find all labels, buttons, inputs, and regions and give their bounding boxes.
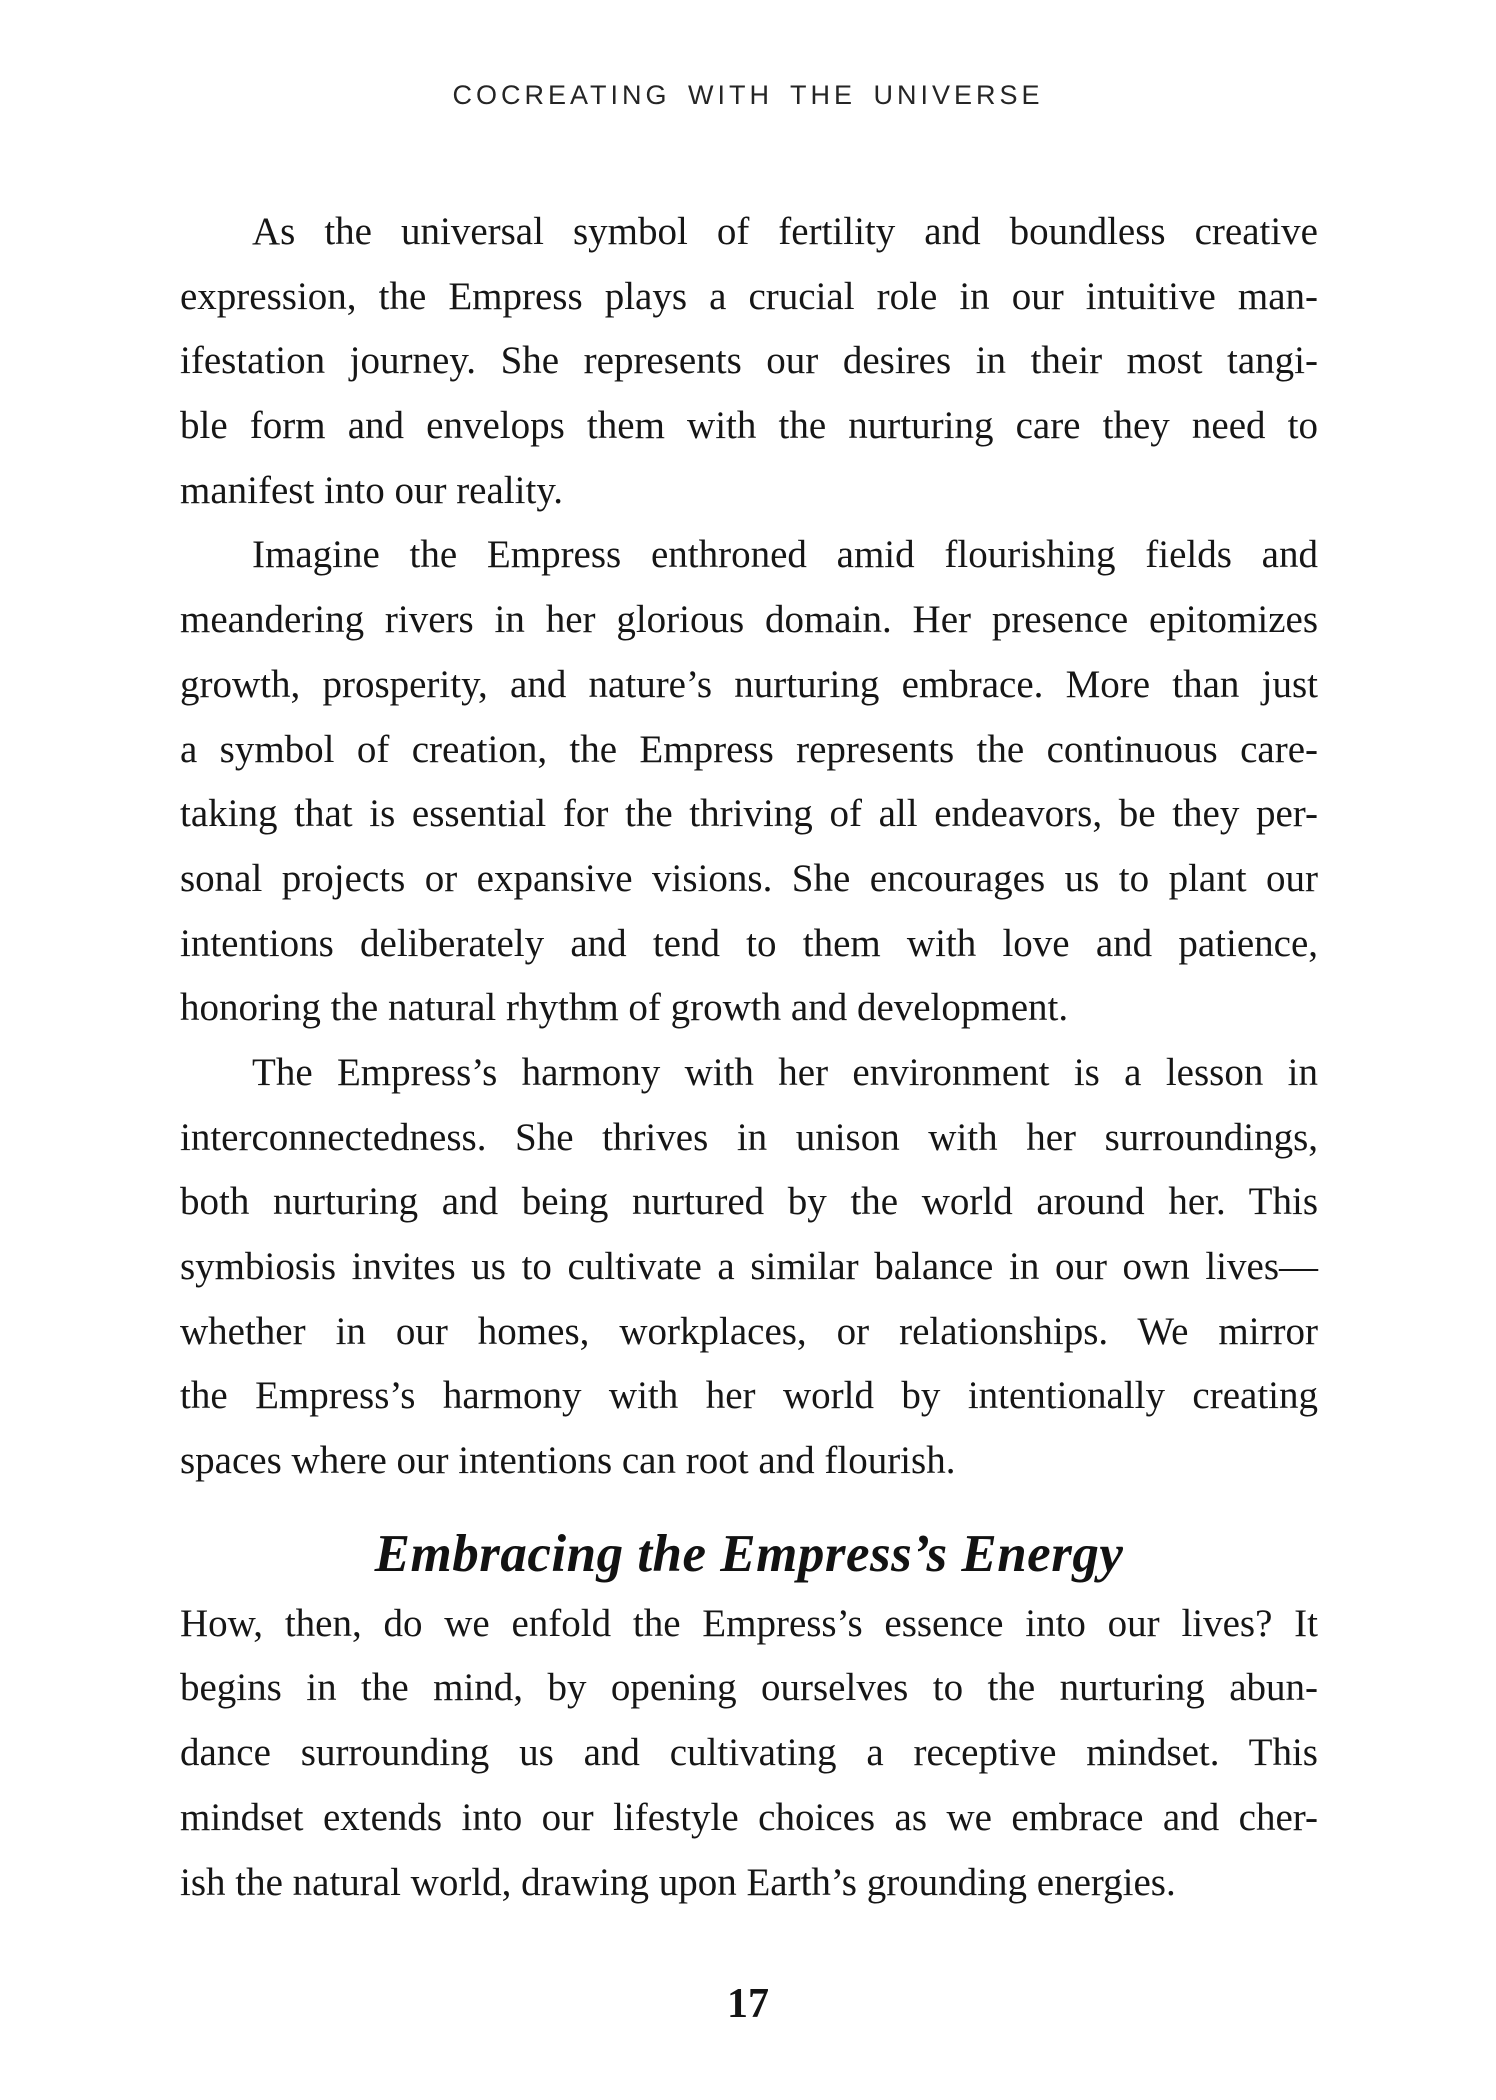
body-line: spaces where our intentions can root and flourish. — [180, 1439, 956, 1483]
paragraph-2 — [180, 523, 1318, 1041]
body-line: mindset extends into our lifestyle choices as we embrace and cher- — [180, 1795, 1318, 1839]
body-line: a symbol of creation, the Empress represents the continuous care- — [180, 727, 1318, 771]
body-line: The Empress’s harmony with her environment is a lesson in — [252, 1050, 1318, 1094]
body-line: ifestation journey. She represents our desires in their most tangi- — [180, 339, 1318, 383]
body-line: interconnectedness. She thrives in unison with her surroundings, — [180, 1115, 1318, 1159]
body-line: ble form and envelops them with the nurturing care they need to — [180, 404, 1318, 448]
body-text — [180, 200, 1318, 1915]
body-line: both nurturing and being nurtured by the world around her. This — [180, 1180, 1318, 1224]
body-line: taking that is essential for the thriving of all endeavors, be they per- — [180, 792, 1318, 836]
body-line: whether in our homes, workplaces, or relationships. We mirror — [180, 1309, 1318, 1353]
body-line: growth, prosperity, and nature’s nurturing embrace. More than just — [180, 662, 1318, 706]
running-header: COCREATING WITH THE UNIVERSE — [452, 80, 1044, 110]
body-line: honoring the natural rhythm of growth and development. — [180, 986, 1069, 1030]
paragraph-1 — [180, 200, 1318, 523]
body-line: Imagine the Empress enthroned amid flourishing fields and — [252, 533, 1318, 577]
body-line: sonal projects or expansive visions. She encourages us to plant our — [180, 856, 1318, 900]
section-heading: Embracing the Empress’s Energy — [374, 1524, 1124, 1583]
body-line: As the universal symbol of fertility and boundless creative — [252, 210, 1318, 253]
body-line: symbiosis invites us to cultivate a similar balance in our own lives— — [180, 1245, 1318, 1288]
paragraph-3 — [180, 1041, 1318, 1494]
body-line: ish the natural world, drawing upon Earth’s grounding energies. — [180, 1860, 1176, 1904]
paragraph-4 — [180, 1592, 1318, 1915]
body-line: the Empress’s harmony with her world by intentionally creating — [180, 1374, 1318, 1418]
body-line: How, then, do we enfold the Empress’s essence into our lives? It — [180, 1601, 1318, 1645]
body-line: manifest into our reality. — [180, 468, 564, 512]
body-line: meandering rivers in her glorious domain. Her presence epitomizes — [180, 598, 1318, 642]
body-line: begins in the mind, by opening ourselves to the nurturing abun- — [180, 1666, 1318, 1710]
body-line: dance surrounding us and cultivating a receptive mindset. This — [180, 1731, 1318, 1775]
body-line: expression, the Empress plays a crucial role in our intuitive man- — [180, 274, 1318, 318]
page-number: 17 — [727, 1981, 769, 2027]
body-line: intentions deliberately and tend to them with love and patience, — [180, 921, 1318, 965]
